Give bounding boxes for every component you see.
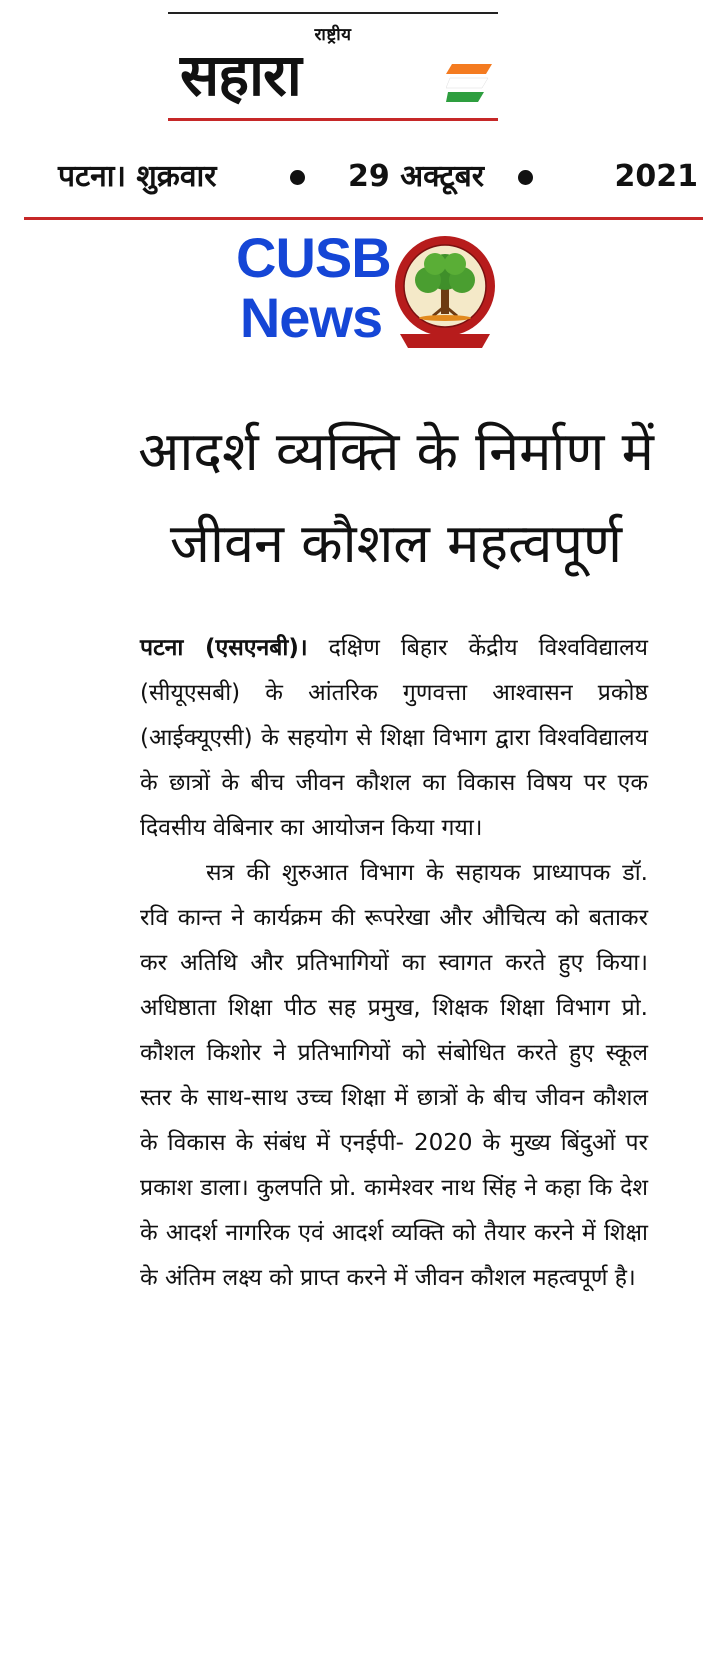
article-body	[140, 626, 648, 1301]
bullet-dot-icon	[518, 170, 533, 185]
article-paragraph	[140, 626, 648, 851]
tricolor-flag-icon	[446, 62, 492, 104]
paragraph-1-text: दक्षिण बिहार केंद्रीय विश्वविद्यालय (सीयूएसबी) के आंतरिक गुणवत्ता आश्वासन प्रकोष्ठ (आईक्यूएसी) के सहयोग से शिक्षा विभाग द्वारा विश्वविद्यालय के छात्रों के बीच जीवन कौशल का विकास विषय पर एक दिवसीय वेबिनार का आयोजन किया गया।	[140, 635, 649, 841]
article-headline	[136, 406, 656, 590]
news-label: News	[239, 286, 383, 349]
university-seal-tree-icon	[392, 234, 498, 354]
bullet-dot-icon	[290, 170, 305, 185]
masthead-bottom-rule	[168, 118, 498, 121]
dateline-year: 2021	[614, 159, 698, 194]
headline-line-2: जीवन कौशल महत्वपूर्ण	[169, 512, 623, 575]
masthead-top-rule	[168, 12, 498, 14]
masthead-kicker: राष्ट्रीय	[314, 25, 352, 45]
dateline-divider	[24, 217, 703, 220]
newspaper-masthead	[168, 10, 498, 128]
edition-dateline	[58, 156, 698, 198]
cusb-news-label	[236, 226, 391, 349]
dateline-date: 29 अक्टूबर	[348, 159, 484, 194]
masthead-brand: सहारा	[180, 41, 301, 109]
dateline-city-day: पटना। शुक्रवार	[58, 159, 217, 194]
article-paragraph	[140, 851, 648, 1301]
article-dateline: पटना (एसएनबी)।	[140, 635, 308, 661]
cusb-label: CUSB	[236, 226, 391, 289]
headline-line-1: आदर्श व्यक्ति के निर्माण में	[138, 420, 654, 483]
paragraph-2-text: सत्र की शुरुआत विभाग के सहायक प्राध्यापक डॉ. रवि कान्त ने कार्यक्रम की रूपरेखा और औचित्य को बताकर कर अतिथि और प्रतिभागियों का स्वागत करते हुए किया। अधिष्ठाता शिक्षा पीठ सह प्रमुख, शिक्षक शिक्षा विभाग प्रो. कौशल किशोर ने प्रतिभागियों को संबोधित करते हुए स्कूल स्तर के साथ-साथ उच्च शिक्षा में छात्रों के बीच जीवन कौशल के विकास के संबंध में एनईपी- 2020 के मुख्य बिंदुओं पर प्रकाश डाला। कुलपति प्रो. कामेश्वर नाथ सिंह ने कहा कि देश के आदर्श नागरिक एवं आदर्श व्यक्ति को तैयार करने में शिक्षा के अंतिम लक्ष्य को प्राप्त करने में जीवन कौशल महत्वपूर्ण है।	[140, 860, 648, 1291]
